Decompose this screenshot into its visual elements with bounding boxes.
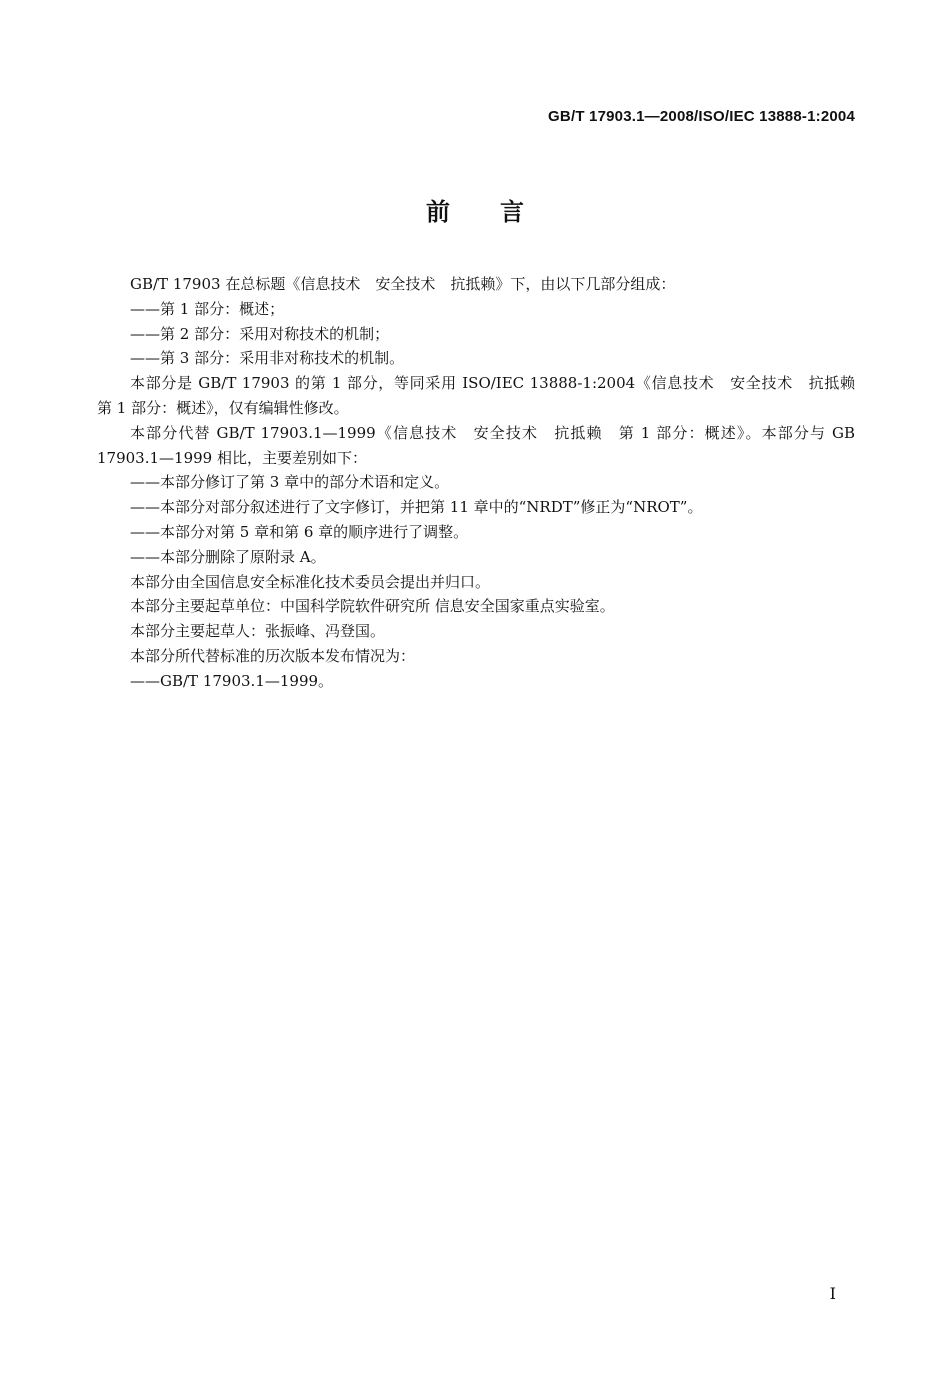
intro-paragraph: GB/T 17903 在总标题《信息技术 安全技术 抗抵赖》下，由以下几部分组成： [130, 275, 676, 293]
drafting-unit-paragraph: 本部分主要起草单位：中国科学院软件研究所 信息安全国家重点实验室。 [130, 597, 615, 616]
standard-code: GB/T 17903.1—2008/ISO/IEC 13888-1:2004 [548, 108, 855, 125]
change-list-item: ——本部分删除了原附录 A。 [130, 547, 326, 566]
equivalence-paragraph: 本部分是 GB/T 17903 的第 1 部分，等同采用 ISO/IEC 13888-1:2004《信息技术 安全技术 抗抵赖 第 1 部分：概述》，仅有编辑性修改。 [97, 374, 871, 417]
drafters-paragraph: 本部分主要起草人：张振峰、冯登国。 [130, 622, 386, 641]
change-list-item: ——本部分对部分叙述进行了文字修订，并把第 11 章中的“NRDT”修正为“NROT”。 [130, 498, 703, 517]
page-title: 前言 [426, 198, 574, 226]
part-list-item: ——第 3 部分：采用非对称技术的机制。 [130, 349, 405, 368]
history-intro-paragraph: 本部分所代替标准的历次版本发布情况为： [130, 646, 416, 665]
proposer-paragraph: 本部分由全国信息安全标准化技术委员会提出并归口。 [130, 572, 491, 591]
part-list-item: ——第 2 部分：采用对称技术的机制； [130, 324, 390, 343]
part-list-item: ——第 1 部分：概述； [130, 299, 285, 318]
history-list-item: ——GB/T 17903.1—1999。 [130, 671, 334, 690]
page-number: I [829, 1284, 836, 1303]
foreword-body [97, 272, 871, 694]
change-list-item: ——本部分对第 5 章和第 6 章的顺序进行了调整。 [130, 522, 469, 541]
change-list-item: ——本部分修订了第 3 章中的部分术语和定义。 [130, 473, 450, 492]
replacement-paragraph: 本部分代替 GB/T 17903.1—1999《信息技术 安全技术 抗抵赖 第 1 部分：概述》。本部分与 GB 17903.1—1999 相比，主要差别如下： [97, 423, 855, 467]
